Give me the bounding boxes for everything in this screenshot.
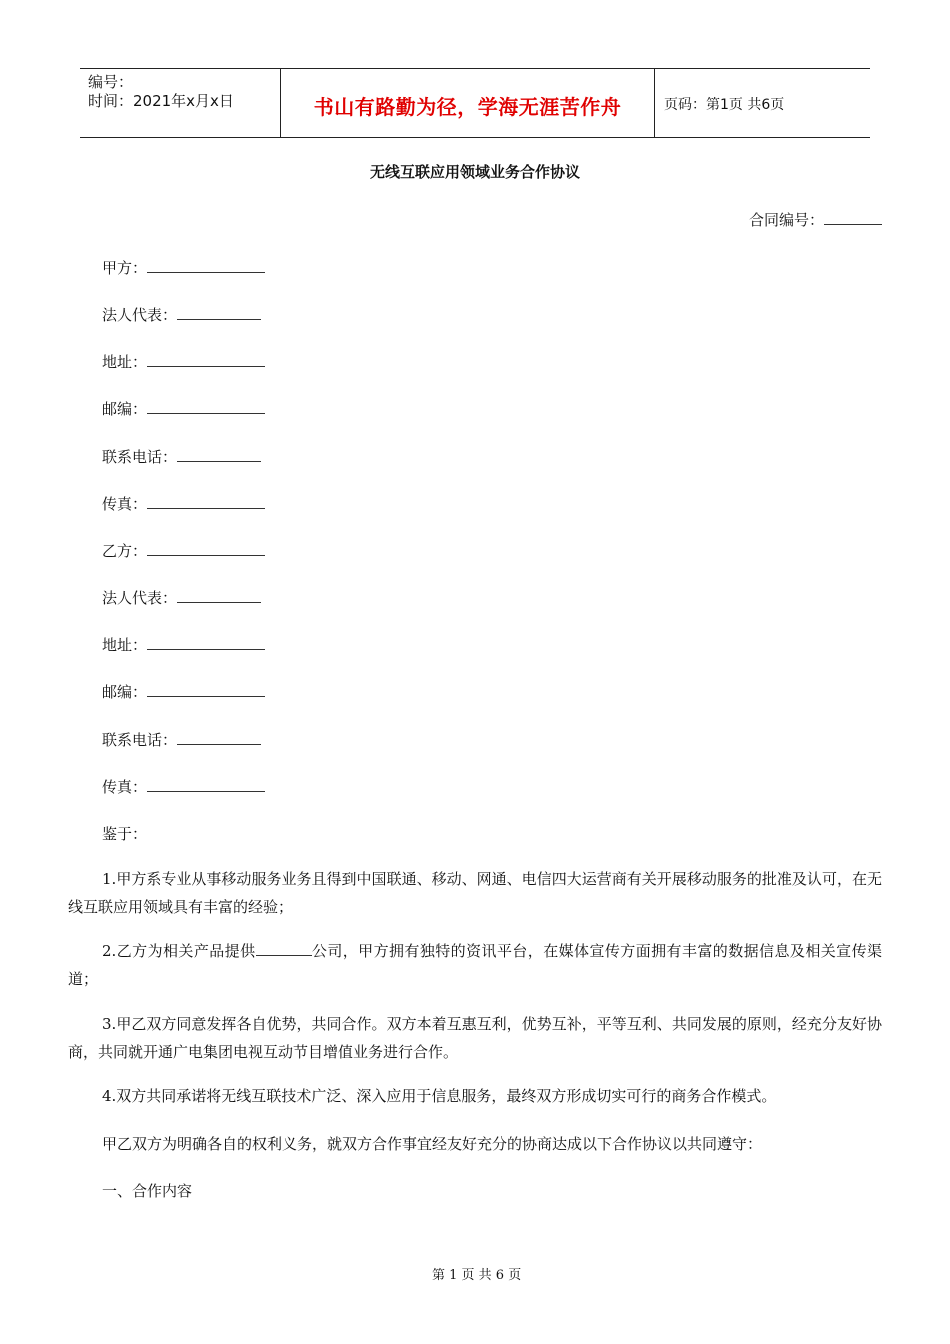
party-a-phone-label: 联系电话： <box>102 448 178 466</box>
page-number-label: 页码：第1页 共6页 <box>664 97 785 113</box>
party-b-legal-rep-label: 法人代表： <box>102 589 178 607</box>
contract-number-label: 合同编号： <box>748 211 824 229</box>
header-right-cell <box>654 69 870 137</box>
clause-2-after: 公司，甲方拥有独特的资讯平台，在媒体宣传方面拥有丰富的数据信息及相关宣传渠道； <box>68 942 882 988</box>
party-a-fax-blank[interactable] <box>147 494 265 509</box>
party-b-postcode-field <box>102 681 265 702</box>
party-a-address-field <box>102 351 265 372</box>
contract-number-blank[interactable] <box>824 210 882 225</box>
party-a-name-field <box>102 257 265 278</box>
party-b-legal-rep-field <box>102 587 261 608</box>
party-a-legal-rep-field <box>102 304 261 325</box>
party-a-legal-rep-blank[interactable] <box>177 305 261 320</box>
party-b-legal-rep-blank[interactable] <box>177 588 261 603</box>
header-left-cell <box>80 69 280 137</box>
agreement-intro: 甲乙双方为明确各自的权利义务，就双方合作事宜经友好充分的协商达成以下合作协议以共同遵守： <box>102 1135 763 1153</box>
party-b-phone-field <box>102 729 261 750</box>
party-a-fax-label: 传真： <box>102 495 148 513</box>
page-footer: 第 1 页 共 6 页 <box>432 1268 522 1283</box>
header-motto-cell <box>280 69 655 137</box>
party-b-address-field <box>102 634 265 655</box>
party-b-fax-blank[interactable] <box>147 777 265 792</box>
party-b-fax-label: 传真： <box>102 778 148 796</box>
party-b-name-label: 乙方： <box>102 542 148 560</box>
section-1-heading: 一、合作内容 <box>102 1182 193 1200</box>
party-a-postcode-blank[interactable] <box>147 399 265 414</box>
party-a-address-label: 地址： <box>102 353 148 371</box>
party-b-phone-blank[interactable] <box>177 730 261 745</box>
party-a-phone-field <box>102 446 261 467</box>
document-title: 无线互联应用领域业务合作协议 <box>369 163 580 181</box>
party-a-phone-blank[interactable] <box>177 447 261 462</box>
party-b-address-blank[interactable] <box>147 635 265 650</box>
party-b-fax-field <box>102 776 265 797</box>
time-label: 时间：2021年x月x日 <box>88 92 234 110</box>
code-label: 编号： <box>88 73 134 91</box>
clause-2-before: 2.乙方为相关产品提供 <box>102 942 256 960</box>
whereas-label: 鉴于： <box>102 825 148 843</box>
party-a-fax-field <box>102 493 265 514</box>
header-table <box>80 68 870 138</box>
contract-number <box>749 209 882 230</box>
party-a-postcode-field <box>102 398 265 419</box>
party-b-postcode-label: 邮编： <box>102 683 148 701</box>
party-b-name-blank[interactable] <box>147 541 265 556</box>
clause-2 <box>68 937 882 993</box>
party-b-name-field <box>102 540 265 561</box>
party-a-legal-rep-label: 法人代表： <box>102 306 178 324</box>
party-a-name-label: 甲方： <box>102 259 148 277</box>
party-b-phone-label: 联系电话： <box>102 731 178 749</box>
party-a-name-blank[interactable] <box>147 258 265 273</box>
clause-1: 1.甲方系专业从事移动服务业务且得到中国联通、移动、网通、电信四大运营商有关开展移动服务的批准及认可，在无线互联应用领域具有丰富的经验； <box>68 870 882 916</box>
clause-4: 4.双方共同承诺将无线互联技术广泛、深入应用于信息服务，最终双方形成切实可行的商务合作模式。 <box>102 1087 777 1105</box>
clause-3: 3.甲乙双方同意发挥各自优势，共同合作。双方本着互惠互利，优势互补，平等互利、共同发展的原则，经充分友好协商，共同就开通广电集团电视互动节目增值业务进行合作。 <box>68 1015 882 1061</box>
party-b-postcode-blank[interactable] <box>147 682 265 697</box>
motto-text: 书山有路勤为径，学海无涯苦作舟 <box>313 95 622 119</box>
party-b-address-label: 地址： <box>102 636 148 654</box>
party-a-address-blank[interactable] <box>147 352 265 367</box>
clause-2-blank[interactable] <box>256 941 312 956</box>
party-a-postcode-label: 邮编： <box>102 400 148 418</box>
